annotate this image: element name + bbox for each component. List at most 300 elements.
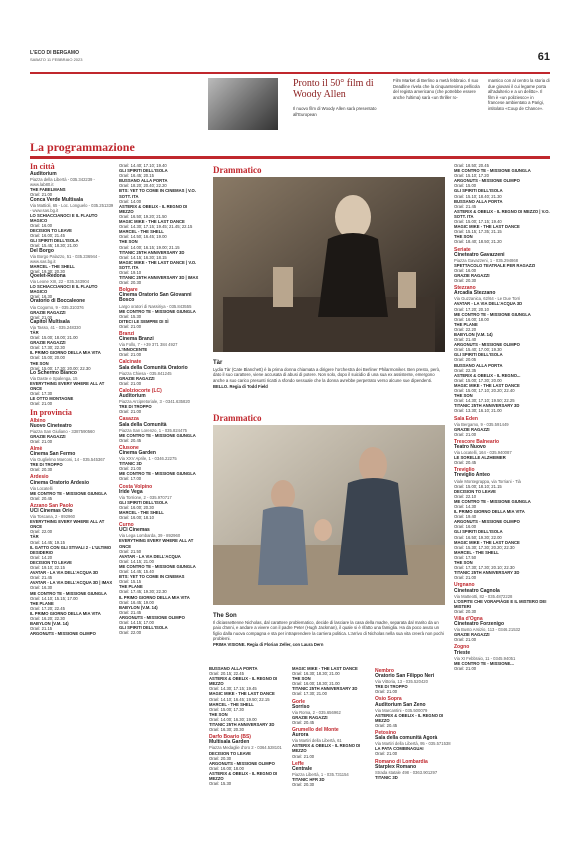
showtimes: Orari: 20.45: [30, 495, 53, 501]
listing-entry: [375, 731, 451, 756]
showtimes: Orari: 15.00; 17.30; 20.00: [454, 377, 502, 383]
page-header: [30, 50, 550, 70]
venue-address: Piazza San Lorenzo, 1 - 035.824475: [119, 427, 187, 433]
listing-entry: [454, 273, 550, 283]
showtimes: Orari: 21.00: [30, 314, 53, 320]
showtimes: Orari: 21.45: [30, 575, 53, 581]
showtimes: Orari: 21.00: [454, 665, 477, 671]
film-title: THE FABELMANS: [30, 187, 66, 193]
venue-name: Cineteatro Cagnola: [454, 587, 500, 594]
showtimes: Orari: 22.10: [454, 493, 477, 499]
showtimes: Orari: 15.00; 17.10; 20.20; 22.40: [454, 388, 515, 394]
town-name: Bolgare: [119, 287, 138, 294]
film-title: DITECI LE SEMPRE DI SÌ: [119, 318, 169, 324]
film-title: IL PRIMO GIORNO DELLA MIA VITA: [454, 509, 525, 515]
showtimes: Orari: 17.30; 17.30; 20.10; 22.30: [454, 565, 515, 571]
showtimes: Orari: 14.50; 16.45; 19.00: [119, 234, 167, 240]
film-title: ASTERIX & OBELIX - IL REGNO DI MEZZO: [119, 203, 188, 214]
film-title: ME CONTRO TE - MISSIONE GIUNGLA: [454, 168, 531, 174]
venue-name: Auditorium: [119, 393, 146, 400]
listing-entry: [30, 371, 114, 396]
listing-entry: [454, 550, 550, 560]
venue-address: Via Bergamo, 9 - 035.591449: [454, 421, 509, 427]
film-title: THE SON: [454, 560, 473, 566]
listing-provincia-1: [30, 419, 114, 637]
showtimes: Orari: 16.00; 18.00: [209, 765, 244, 771]
review-box-the-son: [209, 411, 449, 661]
showtimes: Orari: 15.45; 18.30; 21.00: [30, 243, 78, 249]
page-number: 61: [537, 51, 550, 63]
listing-entry: [292, 700, 368, 725]
listing-entry: [375, 669, 451, 694]
venue-name: Oratorio di Boccaleone: [30, 298, 86, 305]
film-title: TITANIC 25TH ANNIVERSARY 3D: [454, 403, 520, 409]
listing-entry: [454, 529, 550, 539]
film-title: TITANIC 25TH ANNIVERSARY 3D: [119, 249, 185, 255]
showtimes: Orari: 21.00: [30, 438, 53, 444]
film-title: MARCEL - THE SHELL: [119, 229, 164, 235]
listing-entry: [209, 712, 285, 722]
venue-address: Via Roma, 2 - 035.656962: [292, 709, 341, 715]
film-title: L'OSPITE CHE VORAPIÀGE E IL MISTERO DEI MISTERI: [454, 598, 547, 609]
listing-entry: [209, 735, 285, 760]
listing-entry: [119, 510, 203, 520]
listing-entry: [119, 168, 203, 178]
venue-name: Cinema Garden: [119, 449, 156, 456]
showtimes: Orari: 20.30: [209, 755, 232, 761]
film-title: GLI SPIRITI DELL'ISOLA: [454, 529, 503, 535]
town-name: Calolziocorte (LC): [119, 387, 162, 394]
listing-bottom-2: [292, 666, 368, 787]
listing-entry: [30, 172, 114, 197]
showtimes: Orari: 21.45: [454, 203, 477, 209]
film-title: LE OTTO MONTAGNE: [30, 396, 74, 402]
film-title: MAGIC MIKE - THE LAST DANCE: [454, 224, 520, 230]
listing-entry: [30, 621, 114, 631]
film-title: THE PLANE: [119, 584, 143, 590]
film-title: GLI SPIRITI DELL'ISOLA: [119, 625, 168, 631]
showtimes: Orari: 21.00: [454, 637, 477, 643]
venue-name: Sala della Comunità Oratorio: [119, 364, 188, 371]
review-credit: PRIMA VISIONE. Regia di Florian Zeller, con Laura Dern: [213, 642, 324, 648]
film-title: EVERYTHING EVERY WHERE ALL AT ONCE: [119, 538, 194, 549]
listing-entry: [454, 509, 550, 519]
showtimes: Orari: 18.20; 20.40; 22.20: [119, 183, 167, 189]
listing-entry: [454, 363, 550, 373]
showtimes: Orari: 14.30; 17.15; 19.45; 21.45; 22.15: [119, 224, 193, 230]
town-name: Gorle: [292, 698, 306, 705]
film-title: MAGIC MIKE - THE LAST DANCE: [292, 666, 358, 671]
film-title: GRAZIE RAGAZZI: [30, 309, 66, 315]
town-name: Petosino: [375, 730, 397, 737]
showtimes: Orari: 20.45: [375, 722, 398, 728]
showtimes: Orari: 14.15; 17.00: [119, 619, 154, 625]
showtimes: Orari: 21.00: [454, 575, 477, 581]
listing-entry: [30, 475, 114, 500]
showtimes: Orari: 15.00; 17.30; 20.00; 22.30: [30, 365, 91, 371]
listing-entry: [30, 249, 114, 274]
film-title: IL GATTO CON GLI STIVALI 2 - L'ULTIMO DESIDERIO: [30, 544, 112, 555]
venue-name: Nuovo Cineteatro: [30, 422, 72, 429]
town-name: Grumello del Monte: [292, 727, 339, 734]
listing-entry: [119, 219, 203, 229]
showtimes: Orari: 15.30: [209, 781, 232, 787]
listing-provincia-2: [119, 163, 203, 635]
film-title: MAGIC MIKE - THE LAST DANCE | V.O. SOTT. ITA: [119, 259, 197, 270]
issue-date: SABATO 11 FEBBRAIO 2023: [30, 57, 83, 62]
listing-entry: [209, 761, 285, 771]
review-title: Tàr: [213, 360, 223, 366]
film-title: TÀR: [30, 330, 39, 335]
listing-entry: [454, 373, 550, 383]
showtimes: Orari: 21.15: [30, 626, 53, 632]
film-title: AVATAR - LA VIA DELL'ACQUA 3D: [30, 570, 99, 576]
venue-address: Via Toscana, 2 - 892960: [30, 514, 76, 520]
listing-entry: [209, 771, 285, 786]
listing-entry: [454, 286, 550, 311]
listing-entry: [454, 645, 550, 670]
venue-address: Via XI Febbraio, 11 - 0345.94051: [454, 655, 516, 661]
listing-entry: [454, 168, 550, 178]
venue-address: Via Torrione, 2 - 035.970717: [119, 494, 172, 500]
showtimes: Orari: 15.10; 17.20: [454, 173, 489, 179]
listing-entry: [119, 275, 203, 285]
listing-entry: [119, 471, 203, 481]
showtimes: Orari: 17.30; 21.00: [292, 691, 327, 697]
venue-address: Via Locatelli: [30, 485, 53, 491]
showtimes: Orari: 16.00: [30, 223, 53, 229]
listing-entry: [119, 360, 203, 385]
listing-entry: [454, 352, 550, 362]
listing-bottom-3: [375, 669, 451, 780]
newspaper-name: L'ECO DI BERGAMO: [30, 50, 79, 56]
showtimes: Orari: 21.45: [119, 609, 142, 615]
venue-address: Via Martiri della Libertà, 61: [292, 738, 342, 744]
film-title: GRAZIE RAGAZZI: [30, 340, 66, 346]
showtimes: Orari: 14.30: [454, 504, 477, 509]
showtimes: Orari: 21.00: [119, 380, 142, 386]
film-title: TITANIC 25TH ANNIVERSARY 3D: [454, 570, 520, 576]
film-title: MAGIC MIKE - THE LAST DANCE: [454, 539, 520, 545]
film-title: GRAZIE RAGAZZI: [119, 375, 155, 381]
venue-name: Del Borgo: [30, 247, 54, 254]
town-name: Villa d'Ogna: [454, 615, 483, 622]
listing-entry: [119, 485, 203, 510]
listing-entry: [454, 322, 550, 332]
column-2: [119, 163, 203, 635]
showtimes: Orari: 15.30: [119, 313, 142, 319]
listing-entry: [454, 312, 550, 322]
header-rule: [30, 72, 550, 74]
film-title: ASTERIX & OBELIX - IL REGNO DI MEZZO: [209, 676, 278, 687]
showtimes: Orari: 14.10; 16.45; 19.50; 22.15: [209, 696, 270, 702]
showtimes: Orari: 21.00: [119, 352, 142, 358]
listing-entry: [454, 199, 550, 209]
listing-entry: [119, 574, 203, 584]
film-title: ASTERIX & OBELIX - IL REGNO DI MEZZO: [292, 743, 361, 754]
film-title: ARGONUTS - MISSIONE OLIMPO: [209, 760, 275, 766]
listing-entry: [454, 209, 550, 224]
listing-entry: [292, 728, 368, 759]
bottom-column-1: [209, 666, 285, 786]
listing-entry: [119, 615, 203, 625]
listing-entry: [30, 274, 114, 299]
venue-address: Piazza della Libertà - 035.342239 - www.lab80.it: [30, 177, 95, 188]
listing-entry: [454, 468, 550, 488]
film-title: THE SON: [454, 234, 473, 240]
review-title: The Son: [213, 613, 237, 619]
venue-address: Largo oratori di Nassiriya - 035.843555: [119, 303, 192, 309]
showtimes: Orari: 14.00: [119, 198, 142, 204]
listing-entry: [30, 340, 114, 350]
showtimes: Orari: 15.40; 17.00; 19.30: [454, 347, 502, 353]
listing-entry: [30, 320, 114, 340]
film-title: BUSSANO ALLA PORTA: [454, 198, 503, 204]
section-title: La programmazione: [30, 140, 135, 154]
film-title: THE SON: [454, 393, 473, 399]
film-title: ME CONTRO TE - MISSIONE GIUNGLA: [30, 490, 107, 496]
showtimes: Orari: 20.45: [454, 460, 477, 466]
town-name: Seriate: [454, 246, 471, 253]
listing-entry: [119, 288, 203, 319]
showtimes: Orari: 22.00: [30, 529, 53, 535]
teaser-lead: Il nuovo film di Woody Allen sarà presentato all'European: [293, 106, 377, 117]
venue-address: Piazza San Giuliano - 3387590560: [30, 428, 95, 434]
venue-address: Via Mattioli, 65 - Loc. Longuelo - 035.251339 - www.sas.bg.it: [30, 202, 114, 213]
listing-entry: [119, 564, 203, 574]
film-title: TITANIC 3D: [119, 461, 142, 467]
listing-entry: [454, 248, 550, 273]
film-title: DECISION TO LEAVE: [209, 750, 251, 756]
showtimes: Orari: 21.00: [375, 751, 398, 757]
film-title: THE SON: [292, 676, 311, 682]
showtimes: Orari: 21.50: [119, 548, 142, 554]
film-title: GLI SPIRITI DELL'ISOLA: [119, 168, 168, 174]
film-title: GLI SPIRITI DELL'ISOLA: [30, 238, 79, 244]
subsection-in-provincia: In provincia: [30, 408, 72, 418]
film-title: LO SCHIACCIANOCI E IL FLAUTO MAGICO: [30, 212, 98, 223]
showtimes: Orari: 17.20; 20.10: [454, 306, 489, 312]
film-title: TÀR: [30, 534, 39, 540]
listing-entry: [292, 676, 368, 686]
venue-name: Aurora: [292, 732, 309, 739]
listing-entry: [119, 250, 203, 260]
listing-entry: [119, 188, 203, 203]
listing-entry: [30, 419, 114, 444]
film-title: TRE DI TROPPO: [375, 684, 408, 690]
town-name: Treviglio: [454, 467, 475, 474]
film-title: THE SON: [30, 360, 49, 366]
film-title: ME CONTRO TE - MISSIONE GIUNGLA: [30, 590, 107, 596]
listing-entry: [119, 523, 203, 554]
film-title: ME CONTRO TE - MISSIONE GIUNGLA: [119, 471, 196, 477]
the-son-film-photo: [213, 425, 445, 605]
town-name: Calcinate: [119, 359, 142, 366]
film-title: ME CONTRO TE - MISSIONE GIUNGLA: [454, 498, 531, 504]
film-title: TITANIC 25TH ANNIVERSARY 3D: [292, 686, 358, 692]
showtimes: Orari: 16.30: [30, 585, 53, 591]
venue-name: Cineteatro Forzenigo: [454, 621, 505, 628]
showtimes: Orari: 16.30: [30, 294, 53, 300]
listing-entry: [292, 762, 368, 787]
venue-address: Via Vittoria, 13 - 035.520420: [375, 679, 428, 685]
showtimes: Orari: 15.00; 17.15; 19.40: [454, 219, 502, 225]
listing-entry: [30, 447, 114, 472]
venue-name: Centrale: [292, 765, 313, 772]
town-name: Sala Eden: [454, 415, 478, 422]
film-title: TITANIC HFR 3D: [292, 776, 325, 782]
town-name: Clusone: [119, 444, 139, 451]
venue-name: Auditorium San Zeno: [375, 701, 426, 708]
listing-entry: [209, 722, 285, 732]
film-title: GRAZIE RAGAZZI: [454, 632, 490, 638]
town-name: Almè: [30, 445, 43, 452]
film-title: TITANIC 3D: [375, 774, 398, 780]
showtimes: Orari: 15.30; 17.30; 20.20; 22.30: [454, 544, 515, 550]
listing-entry: [454, 188, 550, 198]
showtimes: Orari: 15.15; 17.35; 21.15: [454, 229, 502, 235]
town-name: Osio Sopra: [375, 696, 402, 703]
film-title: GRAZIE RAGAZZI: [30, 433, 66, 439]
showtimes: Orari: 14.15; 21.00: [119, 558, 154, 564]
film-title: BABYLON (V.M. 14): [119, 604, 158, 610]
venue-address: Via Busto Arsizio, 113 - 0346.21532: [454, 627, 521, 633]
film-title: ARGONUTS - MISSIONE OLIMPO: [454, 342, 520, 348]
showtimes: Orari: 15.00; 20.00: [30, 355, 65, 361]
listing-entry: [454, 383, 550, 393]
venue-address: Via Daste e Spalenga, 15: [30, 375, 78, 381]
showtimes: Orari: 21.00: [454, 431, 477, 437]
listing-entry: [30, 228, 114, 238]
showtimes: Orari: 14.00; 16.15; 19.00; 21.15: [119, 244, 180, 250]
venue-address: Via Marcantini - 035.500079: [375, 707, 428, 713]
subsection-in-citta: In città: [30, 162, 55, 171]
town-name: Stezzano: [454, 285, 476, 292]
film-title: MARCEL - THE SHELL: [209, 701, 254, 707]
listing-entry: [454, 178, 550, 188]
listing-entry: [119, 625, 203, 635]
showtimes: Orari: 20.15; 22.45: [209, 671, 244, 677]
listing-entry: [30, 350, 114, 360]
film-title: TITANIC 25TH ANNIVERSARY 3D: [209, 722, 275, 728]
review-genre: Drammatico: [213, 413, 262, 423]
film-title: ME CONTRO TE - MISSIONE GIUNGLA: [119, 308, 196, 314]
listing-in-citta: [30, 172, 114, 406]
film-title: ASTERIX & OBELIX - IL REGNO DI MEZZO: [209, 770, 278, 781]
listing-entry: [119, 229, 203, 239]
showtimes: Orari: 15.00; 18.00; 21.00: [30, 335, 78, 341]
venue-address: Via Guglielmo Marconi, 14 - 035.545367: [30, 457, 105, 463]
film-title: THE PLANE: [30, 600, 54, 606]
showtimes: Orari: 20.30: [30, 467, 53, 473]
listing-entry: [119, 446, 203, 471]
venue-address: Via XXV Aprile, 1 - 0346.22275: [119, 456, 177, 462]
film-title: ME CONTRO TE - MISSIONE GIUNGLA: [454, 311, 531, 317]
venue-name: Starplex Romano: [375, 763, 417, 770]
venue-name: UCI Cinemas Orio: [30, 508, 73, 514]
listing-entry: [119, 319, 203, 329]
teaser-title: Pronto il 50° film di Woody Allen: [293, 78, 374, 100]
film-title: DECISION TO LEAVE: [30, 559, 72, 565]
town-name: Trescore Balneario: [454, 438, 500, 445]
film-title: ARGONUTS - MISSIONE OLIMPO: [119, 614, 185, 620]
town-name: Azzano San Paolo: [30, 502, 74, 509]
venue-name: Multisala Garden: [209, 739, 250, 746]
showtimes: Orari: 16.00; 18.10: [119, 515, 154, 521]
listing-entry: [30, 504, 114, 535]
listing-entry: [30, 611, 114, 621]
town-name: Nembro: [375, 668, 394, 674]
film-title: TRE DI TROPPO: [119, 404, 152, 410]
venue-address: Via Guzzanica, 62/64 - Le Due Torri: [454, 296, 521, 302]
listing-entry: [30, 396, 114, 406]
review-synopsis: Il diciassettenne Nicholas, dal carattere problematico, decide di lasciare la casa della madre, separata dal marito da un paio d'anni, e andare a vivere con il padre Peter (Hugh Jackman), il quale si è rifatto una famiglia. Ha da poco avuto un figlio dalla nuova compagna e sta per intraprendere la carriera politica. L'arrivo di Nicholas nella sua vita creerà non pochi problemi.: [213, 620, 444, 641]
showtimes: Orari: 15.15: [119, 579, 142, 585]
showtimes: Orari: 17.50: [454, 554, 477, 560]
film-title: THE PLANE: [454, 321, 478, 327]
listing-entry: [30, 560, 114, 570]
showtimes: Orari: 22.20: [454, 326, 477, 332]
film-title: ASTERIX & OBELIX - IL REGNO...: [454, 372, 521, 378]
film-title: MARCEL - THE SHELL: [119, 510, 164, 515]
venue-address: Via Borgo Palazzo, 51 - 035.236944 - www.sas.bg.it: [30, 253, 100, 264]
film-title: ASTERIX & OBELIX - IL REGNO DI MEZZO | V.O. SOTT. ITA: [454, 208, 550, 219]
showtimes: Orari: 21.00: [119, 409, 142, 415]
venue-address: Piazza Medaglie d'oro 2 - 0364.528101: [209, 745, 282, 751]
showtimes: Orari: 19.10; 22.15: [30, 565, 65, 571]
showtimes: Orari: 14.00; 16.30; 19.00: [209, 716, 257, 722]
listing-entry: [30, 198, 114, 229]
listing-entry: [454, 440, 550, 465]
venue-name: Cinema Oratorio San Giovanni Bosco: [119, 292, 192, 304]
town-name: Curno: [119, 522, 134, 529]
venue-name: Sala della comunità Agorà: [375, 735, 438, 742]
listing-entry: [454, 403, 550, 413]
showtimes: Orari: 22.35: [454, 367, 477, 373]
showtimes: Orari: 20.45: [292, 719, 315, 725]
venue-name: Trieste: [454, 649, 471, 656]
showtimes: Orari: 15.00; 17.30: [209, 706, 244, 712]
film-title: BTS: YET TO COME IN CINEMAS | V.O. SOTT. ITA: [119, 188, 196, 199]
film-title: IL PRIMO GIORNO DELLA MIA VITA: [119, 594, 190, 600]
listing-entry: [454, 540, 550, 550]
town-name: Romano di Lombardia: [375, 758, 428, 765]
film-title: ME CONTRO TE - MISSIONE GIUNGLA: [119, 563, 196, 569]
town-name: Albino: [30, 417, 46, 424]
showtimes: Orari: 16.50; 19.20; 21.50: [119, 213, 167, 219]
venue-address: Piazza Chiesa - 035.841245: [119, 370, 172, 376]
film-title: BUSSANO ALLA PORTA: [454, 362, 503, 368]
venue-name: Teatro Nuovo: [454, 443, 486, 450]
venue-name: Auditorium: [30, 171, 57, 178]
venue-address: Via Leone XIII, 22 - 035.343904: [30, 279, 90, 285]
film-title: GRAZIE RAGAZZI: [454, 426, 490, 432]
showtimes: Orari: 14.40; 17.10; 19.40: [119, 163, 167, 168]
listing-entry: [209, 666, 285, 676]
listing-entry: [30, 534, 114, 544]
film-title: LO SCHIACCIANOCI E IL FLAUTO MAGICO: [30, 284, 98, 295]
teaser-col2: Film Market di Berlino a metà febbraio. Il suo Deadline rivela che la cinquantesima pellicola del regista americano (che potrebbe essere anche l'ultima) sarà «un thriller ro-: [393, 78, 480, 100]
listing-entry: [375, 697, 451, 728]
venue-address: Via Follo, 7 - +39 371 384 4927: [119, 342, 178, 348]
showtimes: Orari: 14.15; 16.30; 18.15: [119, 254, 167, 260]
listing-entry: [454, 393, 550, 403]
showtimes: Orari: 21.40: [454, 337, 477, 343]
listing-entry: [454, 560, 550, 570]
venue-name: Arcadia Stezzano: [454, 290, 496, 297]
venue-name: Sala della Comunità: [119, 421, 167, 428]
showtimes: Orari: 16.45; 20.15: [119, 173, 154, 179]
